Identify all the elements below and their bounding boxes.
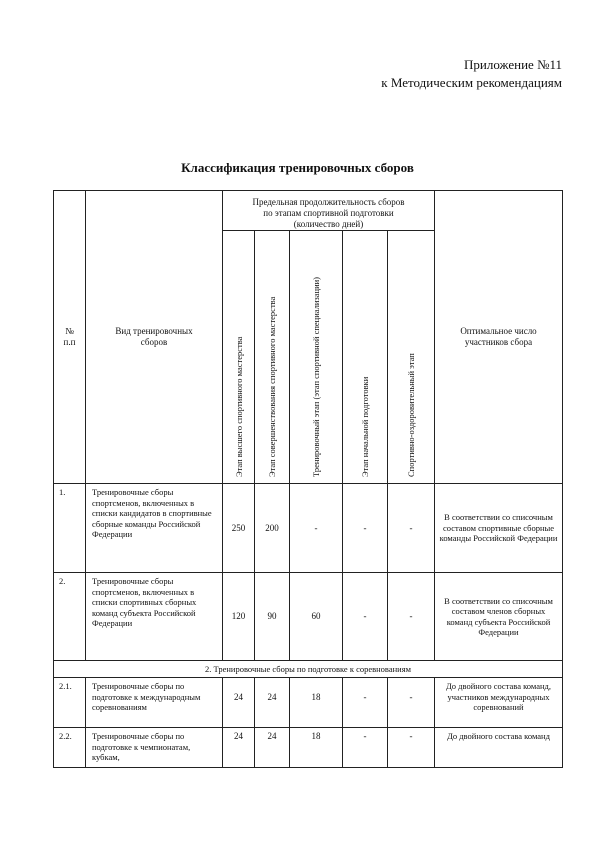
row-value: -	[388, 484, 435, 573]
header-stage-recreation: Спортивно-оздоровительный этап	[388, 231, 435, 484]
row-value: -	[343, 484, 388, 573]
appendix-document-ref: к Методическим рекомендациям	[381, 75, 562, 90]
classification-table	[53, 190, 563, 768]
row-value: 200	[255, 484, 290, 573]
row-kind: Тренировочные сборы спортсменов, включенных в списки кандидатов в спортивные сборные команды Российской Федерации	[86, 484, 223, 573]
row-number: 2.2.	[54, 728, 86, 768]
row-number: 2.1.	[54, 678, 86, 728]
row-value: 120	[223, 573, 255, 661]
appendix-number: Приложение №11	[464, 57, 562, 72]
row-value: 24	[255, 678, 290, 728]
row-kind: Тренировочные сборы по подготовке к международным соревнованиям	[86, 678, 223, 728]
row-value: -	[343, 728, 388, 768]
row-optimal: В соответствии со списочным составом членов сборных команд субъекта Российской Федерации	[435, 573, 563, 661]
row-value: 18	[290, 678, 343, 728]
header-optimal: Оптимальное число участников сбора	[435, 191, 563, 484]
row-value: -	[343, 573, 388, 661]
table-row	[54, 728, 563, 768]
table-row	[54, 678, 563, 728]
header-number: № п.п	[54, 191, 86, 484]
header-duration-group: Предельная продолжительность сборов по этапам спортивной подготовки (количество дней)	[223, 191, 435, 231]
table-row	[54, 484, 563, 573]
row-optimal: До двойного состава команд	[435, 728, 563, 768]
header-stage-training: Тренировочный этап (этап спортивной специализации)	[290, 231, 343, 484]
page-title: Классификация тренировочных сборов	[181, 160, 414, 175]
header-kind: Вид тренировочных сборов	[86, 191, 223, 484]
section-title: 2. Тренировочные сборы по подготовке к соревнованиям	[54, 661, 563, 678]
row-value: 60	[290, 573, 343, 661]
row-value: -	[388, 728, 435, 768]
row-value: 90	[255, 573, 290, 661]
row-value: -	[343, 678, 388, 728]
row-value: 18	[290, 728, 343, 768]
header-stage-highest: Этап высшего спортивного мастерства	[223, 231, 255, 484]
appendix-reference	[381, 56, 562, 92]
row-value: -	[290, 484, 343, 573]
row-value: 250	[223, 484, 255, 573]
header-stage-initial: Этап начальной подготовки	[343, 231, 388, 484]
row-value: -	[388, 678, 435, 728]
row-number: 1.	[54, 484, 86, 573]
row-kind: Тренировочные сборы по подготовке к чемпионатам, кубкам,	[86, 728, 223, 768]
row-value: -	[388, 573, 435, 661]
header-row-top	[54, 191, 563, 231]
table-row	[54, 573, 563, 661]
row-value: 24	[223, 728, 255, 768]
header-stage-improvement: Этап совершенствования спортивного мастерства	[255, 231, 290, 484]
row-optimal: В соответствии со списочным составом спортивные сборные команды Российской Федерации	[435, 484, 563, 573]
section-row	[54, 661, 563, 678]
row-value: 24	[255, 728, 290, 768]
row-number: 2.	[54, 573, 86, 661]
row-optimal: До двойного состава команд, участников международных соревнований	[435, 678, 563, 728]
row-kind: Тренировочные сборы спортсменов, включенных в списки спортивных сборных команд субъекта Российской Федерации	[86, 573, 223, 661]
row-value: 24	[223, 678, 255, 728]
